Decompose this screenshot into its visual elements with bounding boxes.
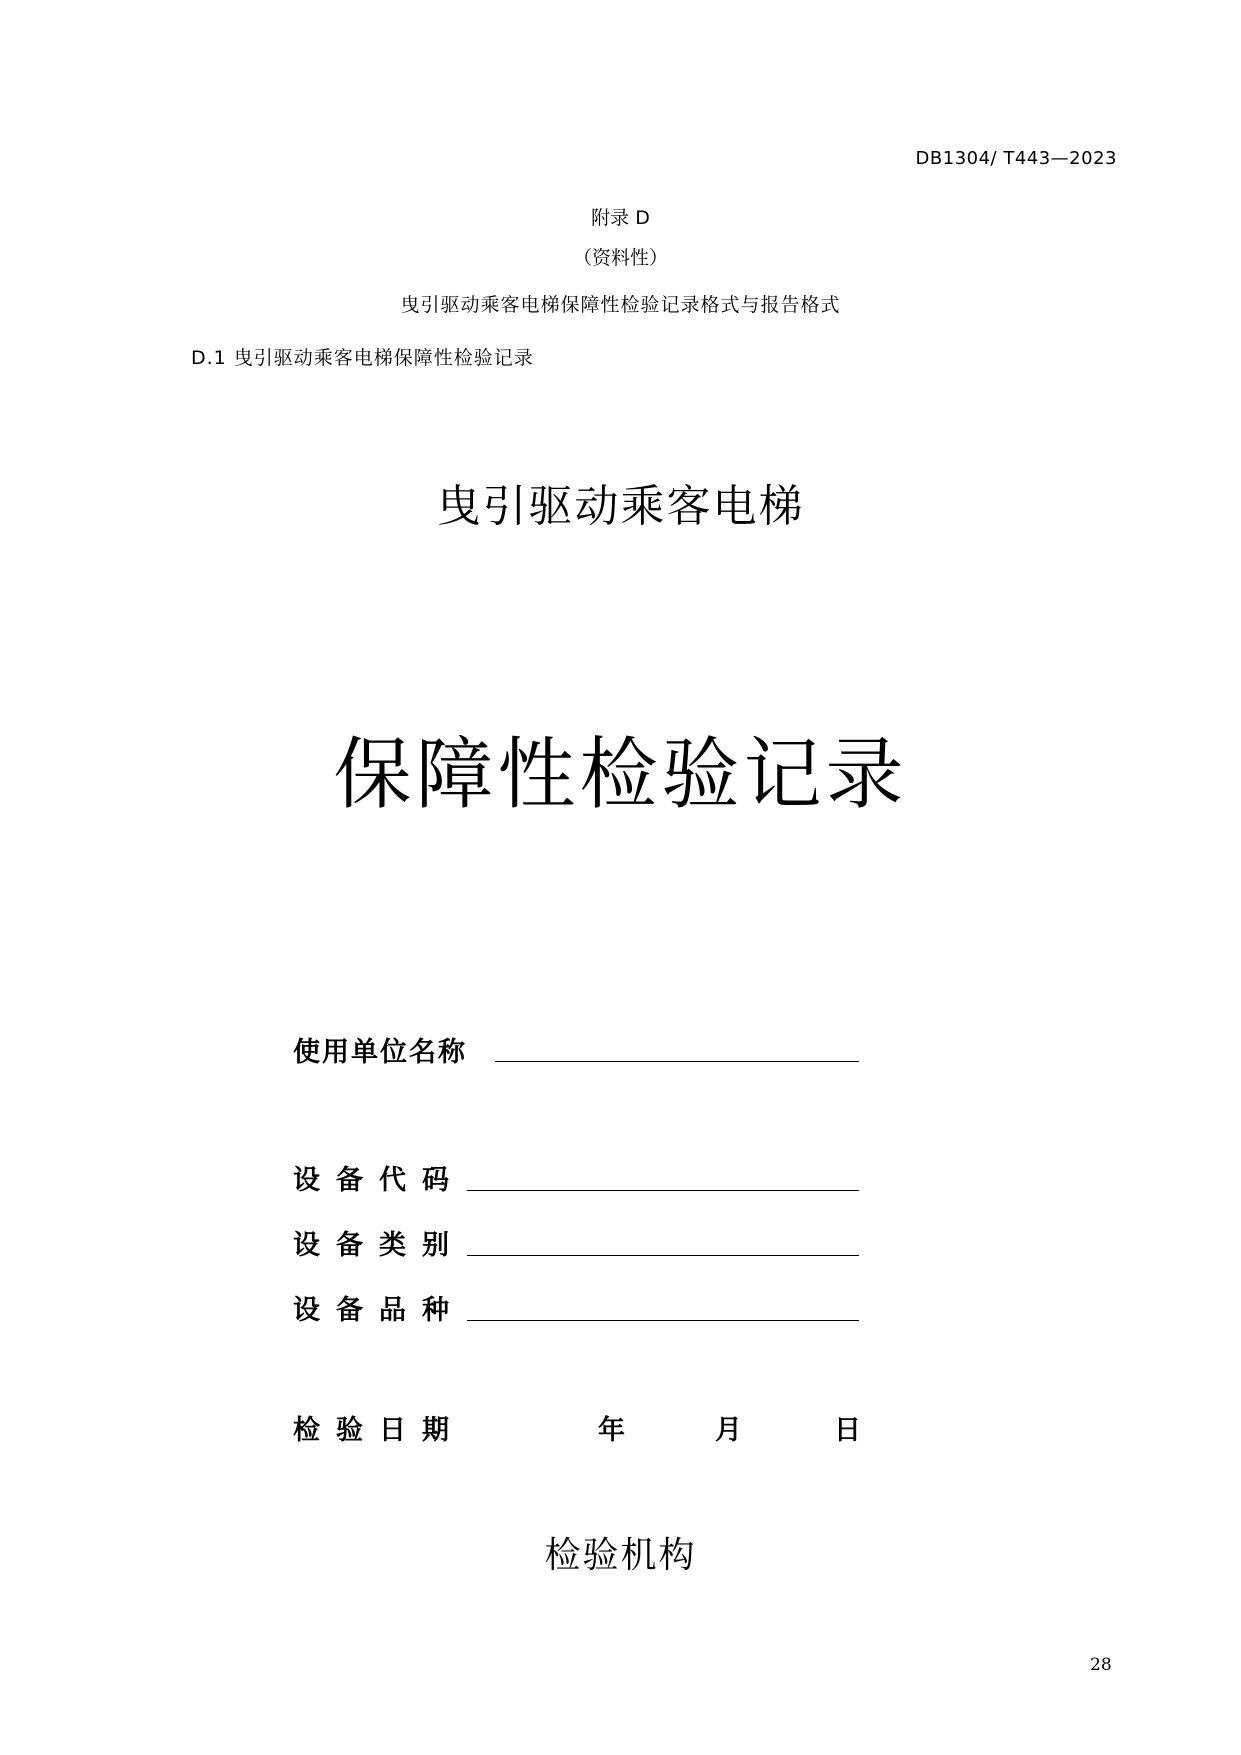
inspection-date-label: 检验日期 [293, 1415, 465, 1446]
unit-name-field[interactable] [495, 1061, 859, 1062]
equipment-variety-label: 设备品种 [293, 1295, 465, 1326]
equipment-code-label: 设备代码 [293, 1165, 465, 1196]
equipment-type-field[interactable] [467, 1255, 859, 1256]
equipment-code-field[interactable] [467, 1190, 859, 1191]
cover-title: 保障性检验记录 [333, 730, 908, 820]
document-code: DB1304/ T443—2023 [915, 148, 1117, 169]
date-year-label: 年 [598, 1415, 625, 1446]
appendix-note: （资料性） [572, 247, 668, 269]
equipment-type-label: 设备类别 [293, 1230, 465, 1261]
unit-name-label: 使用单位名称 [293, 1037, 467, 1068]
equipment-variety-field[interactable] [467, 1320, 859, 1321]
section-heading: D.1 曳引驱动乘客电梯保障性检验记录 [191, 347, 534, 369]
inspection-institution: 检验机构 [544, 1535, 697, 1576]
date-month-label: 月 [715, 1415, 742, 1446]
appendix-title: 附录 D [591, 207, 650, 229]
date-day-label: 日 [834, 1415, 861, 1446]
appendix-heading: 曳引驱动乘客电梯保障性检验记录格式与报告格式 [400, 294, 841, 316]
cover-subtitle: 曳引驱动乘客电梯 [436, 481, 805, 532]
page-number: 28 [1090, 1655, 1112, 1675]
